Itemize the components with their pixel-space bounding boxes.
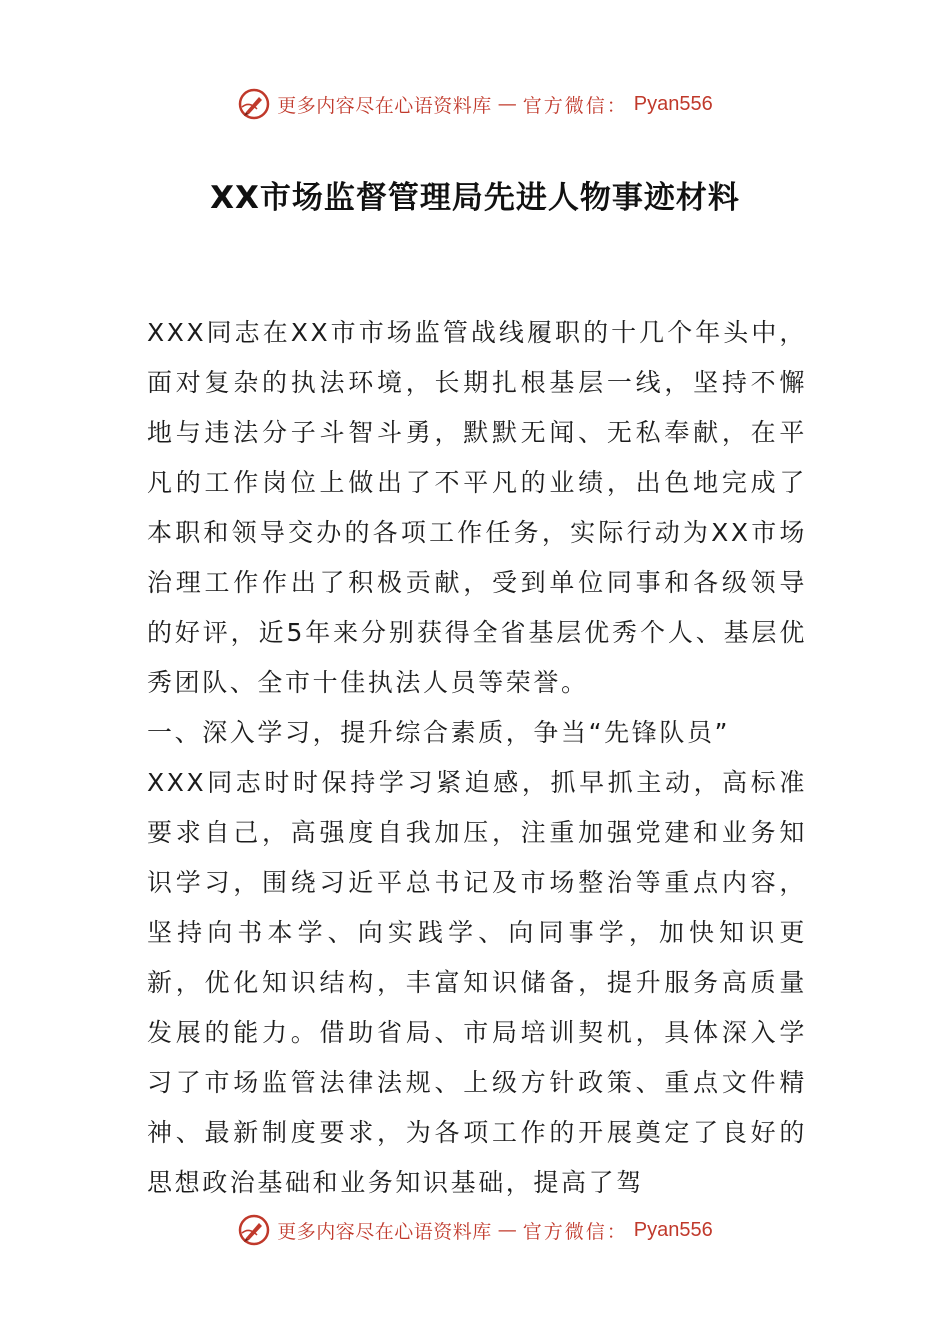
document-body [147,308,807,1208]
watermark-dash: — [497,1219,517,1241]
watermark-header [0,84,950,124]
pen-logo-icon [237,87,271,121]
pen-logo-icon [237,1213,271,1247]
section-heading-1: 一、深入学习，提升综合素质，争当“先锋队员” [147,718,731,747]
watermark-footer [0,1210,950,1250]
watermark-wechat-label: 官方微信： [522,94,628,117]
watermark-dash: — [497,93,517,115]
watermark-wechat-id: Pyan556 [633,92,713,115]
paragraph-intro: XXX同志在XX市市场监管战线履职的十几个年头中，面对复杂的执法环境，长期扎根基层一线，坚持不懈地与违法分子斗智斗勇，默默无闻、无私奉献，在平凡的工作岗位上做出了不平凡的业绩，出色地完成了本职和领导交办的各项工作任务，实际行动为XX市场治理工作作出了积极贡献，受到单位同事和各级领导的好评，近5年来分别获得全省基层优秀个人、基层优秀团队、全市十佳执法人员等荣誉。 [147,318,807,697]
paragraph-section-1: XXX同志时时保持学习紧迫感，抓早抓主动，高标准要求自己，高强度自我加压，注重加强党建和业务知识学习，围绕习近平总书记及市场整治等重点内容，坚持向书本学、向实践学、向同事学，加快知识更新，优化知识结构，丰富知识储备，提升服务高质量发展的能力。借助省局、市局培训契机，具体深入学习了市场监管法律法规、上级方针政策、重点文件精神、最新制度要求，为各项工作的开展奠定了良好的思想政治基础和业务知识基础，提高了驾 [147,768,807,1197]
watermark-main-text: 更多内容尽在心语资料库 [277,1220,492,1243]
watermark-wechat-id: Pyan556 [633,1218,713,1241]
document-title: XX市场监督管理局先进人物事迹材料 [210,180,740,216]
watermark-wechat-label: 官方微信： [522,1220,628,1243]
watermark-main-text: 更多内容尽在心语资料库 [277,94,492,117]
